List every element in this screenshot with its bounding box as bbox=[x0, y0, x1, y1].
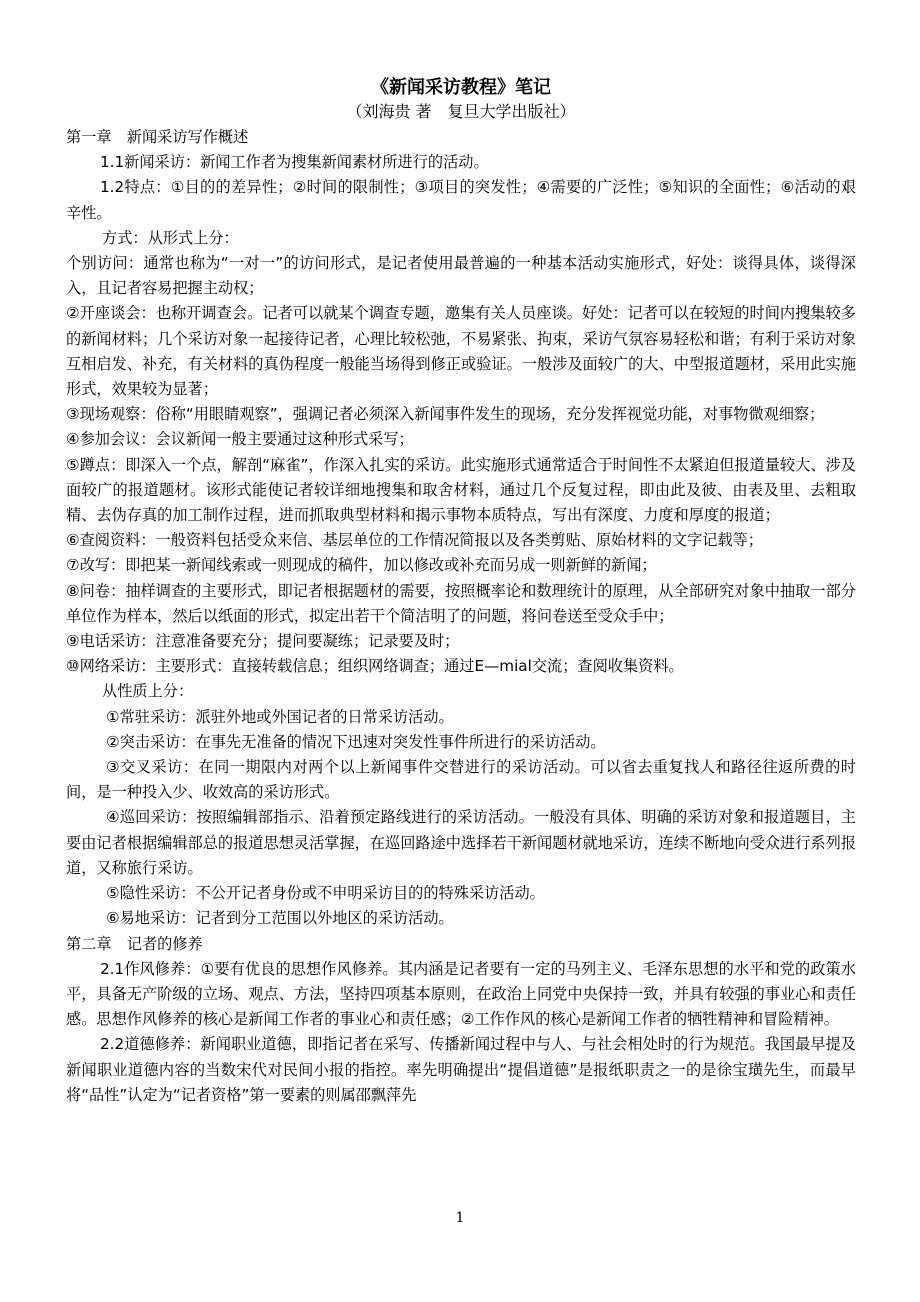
paragraph: 个别访问：通常也称为“一对一”的访问形式，是记者使用最普遍的一种基本活动实施形式，好处：谈得具体，谈得深入，且记者容易把握主动权； bbox=[66, 254, 856, 298]
paragraph: ④参加会议：会议新闻一般主要通过这种形式采写； bbox=[66, 430, 414, 449]
paragraph: ⑤隐性采访：不公开记者身份或不申明采访目的的特殊采访活动。 bbox=[106, 884, 545, 903]
paragraph: ③交叉采访：在同一期限内对两个以上新闻事件交替进行的采访活动。可以省去重复找人和路径往返所费的时间，是一种投入少、收效高的采访形式。 bbox=[66, 758, 856, 802]
paragraph: ④巡回采访：按照编辑部指示、沿着预定路线进行的采访活动。一般没有具体、明确的采访对象和报道题目，主要由记者根据编辑部总的报道思想灵活掌握，在巡回路途中选择若干新闻题材就地采访，连续不断地向受众进行系列报道，又称旅行采访。 bbox=[66, 808, 856, 877]
paragraph: ①常驻采访：派驻外地或外国记者的日常采访活动。 bbox=[106, 707, 454, 726]
paragraph: ⑥易地采访：记者到分工范围以外地区的采访活动。 bbox=[106, 909, 454, 928]
paragraph: ③现场观察：俗称“用眼睛观察”，强调记者必须深入新闻事件发生的现场，充分发挥视觉功能，对事物微观细察； bbox=[66, 405, 825, 424]
paragraph: 1.1新闻采访：新闻工作者为搜集新闻素材所进行的活动。 bbox=[100, 153, 489, 172]
paragraph: 2.2道德修养：新闻职业道德，即指记者在采写、传播新闻过程中与人、与社会相处时的行为规范。我国最早提及新闻职业道德内容的当数宋代对民间小报的指控。率先明确提出“提倡道德”是报纸职责之一的是徐宝璜先生，而最早将“品性”认定为“记者资格”第一要素的则属邵飘萍先 bbox=[66, 1035, 856, 1104]
document-page bbox=[66, 76, 856, 1108]
paragraph: 2.1作风修养：①要有优良的思想作风修养。其内涵是记者要有一定的马列主义、毛泽东思想的水平和党的政策水平，具备无产阶级的立场、观点、方法，坚持四项基本原则，在政治上同党中央保持一致，并具有较强的事业心和责任感。思想作风修养的核心是新闻工作者的事业心和责任感；②工作作风的核心是新闻工作者的牺牲精神和冒险精神。 bbox=[66, 959, 856, 1029]
paragraph: ⑦改写：即把某一新闻线索或一则现成的稿件，加以修改或补充而另成一则新鲜的新闻； bbox=[66, 556, 657, 575]
paragraph: 方式：从形式上分： bbox=[102, 228, 239, 247]
paragraph: ⑤蹲点：即深入一个点，解剖“麻雀”，作深入扎实的采访。此实施形式通常适合于时间性不太紧迫但报道量较大、涉及面较广的报道题材。该形式能使记者较详细地搜集和取舍材料，通过几个反复过程，即由此及彼、由表及里、去粗取精、去伪存真的加工制作过程，进而抓取典型材料和揭示事物本质特点，写出有深度、力度和厚度的报道； bbox=[66, 455, 856, 525]
chapter-heading: 第二章 记者的修养 bbox=[66, 934, 203, 953]
paragraph: ⑥查阅资料：一般资料包括受众来信、基层单位的工作情况简报以及各类剪贴、原始材料的文字记载等； bbox=[66, 531, 764, 550]
document-title: 《新闻采访教程》笔记 bbox=[371, 77, 551, 98]
paragraph: ②突击采访：在事先无准备的情况下迅速对突发性事件所进行的采访活动。 bbox=[106, 732, 606, 751]
paragraph: ⑨电话采访：注意准备要充分；提问要凝练；记录要及时； bbox=[66, 632, 460, 651]
chapter-heading: 第一章 新闻采访写作概述 bbox=[66, 128, 249, 146]
document-subtitle: （刘海贵 著 复旦大学出版社） bbox=[346, 102, 576, 121]
page-number: 1 bbox=[455, 1210, 465, 1226]
paragraph: ②开座谈会：也称开调查会。记者可以就某个调查专题，邀集有关人员座谈。好处：记者可以在较短的时间内搜集较多的新闻材料；几个采访对象一起接待记者，心理比较松弛，不易紧张、拘束，采访气氛容易轻松和谐；有利于采访对象互相启发、补充，有关材料的真伪程度一般能当场得到修正或验证。一般涉及面较广的大、中型报道题材，采用此实施形式，效果较为显著； bbox=[66, 304, 856, 399]
document-body bbox=[66, 125, 856, 1108]
paragraph: ⑧问卷：抽样调查的主要形式，即记者根据题材的需要，按照概率论和数理统计的原理，从全部研究对象中抽取一部分单位作为样本，然后以纸面的形式，拟定出若干个简洁明了的问题，将问卷送至受众手中； bbox=[66, 581, 856, 625]
paragraph: 1.2特点：①目的的差异性；②时间的限制性；③项目的突发性；④需要的广泛性；⑤知识的全面性；⑥活动的艰辛性。 bbox=[66, 178, 856, 222]
paragraph: ⑩网络采访：主要形式：直接转载信息；组织网络调查；通过E—mial交流；查阅收集资料。 bbox=[66, 657, 684, 676]
paragraph: 从性质上分： bbox=[102, 682, 194, 701]
